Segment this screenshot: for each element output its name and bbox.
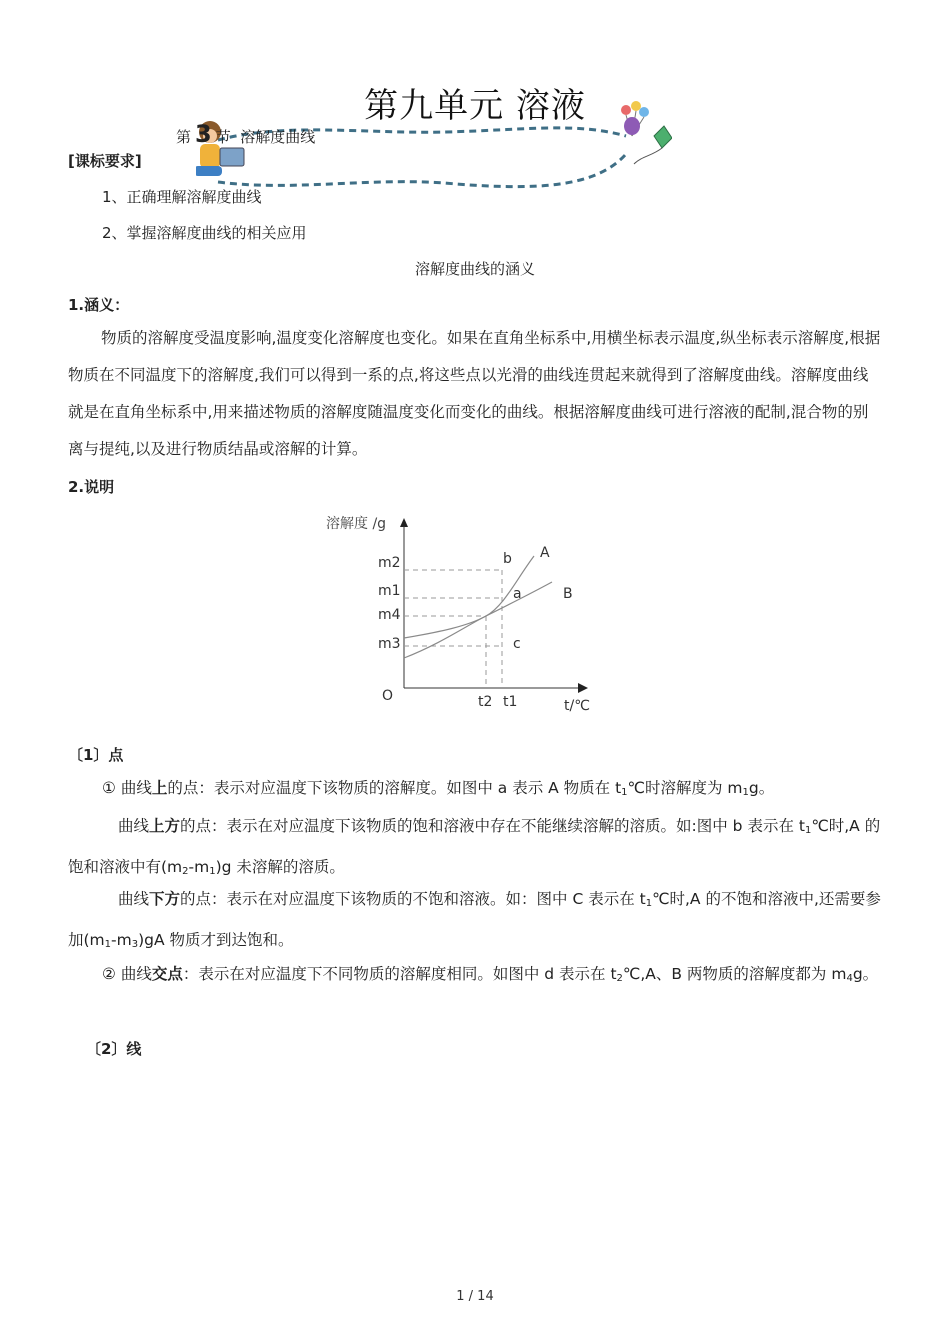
meaning-paragraph: 物质的溶解度受温度影响,温度变化溶解度也变化。如果在直角坐标系中,用横坐标表示温度,纵坐标表示溶解度,根据物质在不同温度下的溶解度,我们可以得到一系的点,将这些点以光滑的曲线连贯起来就得到了溶解度曲线。溶解度曲线就是在直角坐标系中,用来描述物质的溶解度随温度变化而变化的曲线。根据溶解度曲线可进行溶液的配制,混合物的别离与提纯,以及进行物质结晶或溶解的计算。 [68, 329, 881, 458]
intersection-paragraph: ② 曲线交点：表示在对应温度下不同物质的溶解度相同。如图中 d 表示在 $t_2℃,A$、B 两物质的溶解度都为 $m_4g$。 [102, 965, 879, 984]
point-c-label: c [513, 636, 521, 652]
section-title [176, 120, 315, 148]
x-tick-t1: t1 [503, 694, 518, 710]
curve-b-label: B [563, 586, 573, 602]
y-tick-m1: m1 [378, 583, 401, 599]
y-tick-m2: m2 [378, 555, 401, 571]
section-prefix: 第 [176, 128, 192, 146]
point-on-curve-paragraph: ① 曲线上的点：表示对应温度下该物质的溶解度。如图中 a 表示 A 物质在 $t_1℃$时溶解度为 $m_1g$。 [102, 779, 775, 798]
page-number: 1 / 14 [456, 1289, 494, 1304]
curve-b [404, 582, 552, 658]
line-heading: 〔2〕线 [86, 1040, 142, 1058]
point-below-curve-paragraph: 曲线下方的点：表示在对应温度下该物质的不饱和溶液。如：图中 C 表示在 $t_1℃$时,A 的不饱和溶液中,还需要参加$(m_1-m_3)gA$ 物质才到达饱和。 [68, 890, 881, 950]
explain-heading: 2.说明 [68, 478, 115, 496]
solubility-curve-graph [320, 508, 620, 723]
point-above-curve-paragraph: 曲线上方的点：表示在对应温度下该物质的饱和溶液中存在不能继续溶解的溶质。如:图中 b 表示在 $t_1℃$时,A 的饱和溶液中有$(m_2-m_1)g$ 未溶解的溶质。 [68, 817, 881, 877]
meaning-heading: 1.涵义： [68, 296, 130, 314]
curve-a-label: A [540, 545, 550, 561]
section-suffix: 节 [215, 128, 231, 146]
section-name: 溶解度曲线 [240, 128, 316, 146]
x-tick-t2: t2 [478, 694, 493, 710]
y-tick-m4: m4 [378, 607, 401, 623]
x-axis-label: t/℃ [564, 698, 590, 714]
section-number: 3 [195, 120, 212, 148]
point-b-label: b [503, 551, 512, 567]
points-heading: 〔1〕点 [68, 746, 124, 764]
y-tick-m3: m3 [378, 636, 401, 652]
y-axis-arrow [400, 518, 408, 527]
requirement-item: 2、掌握溶解度曲线的相关应用 [102, 224, 307, 242]
requirements-heading: [课标要求] [68, 152, 142, 170]
origin-label: O [382, 688, 394, 704]
point-a-label: a [513, 586, 522, 602]
center-heading: 溶解度曲线的涵义 [414, 260, 535, 278]
y-axis-label: 溶解度 /g [326, 516, 387, 532]
x-axis-arrow [578, 683, 588, 693]
page-title: 第九单元 溶液 [364, 86, 586, 126]
requirement-item: 1、正确理解溶解度曲线 [102, 188, 262, 206]
